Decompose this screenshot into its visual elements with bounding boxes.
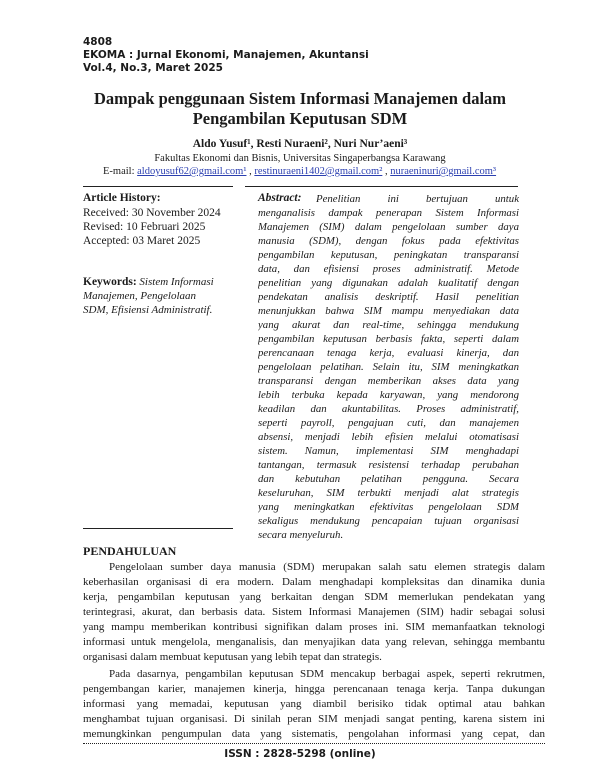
abstract-line: yang akurat dan real-time, sehingga mendukung [258,319,519,331]
email-link-1[interactable]: aldoyusuf62@gmail.com¹ [137,166,247,177]
journal-name: EKOMA : Jurnal Ekonomi, Manajemen, Akuntansi [83,49,369,61]
right-column-top-rule [245,186,518,187]
abstract-line: yang meningkatkan efektivitas pengelolaan SDM [258,501,519,513]
abstract-line: penelitian yang digunakan adalah kualitatif dengan [258,277,519,289]
abstract-line: Manajemen (SIM) dalam pengelolaan sumber daya [258,221,519,233]
abstract-line: secara menyeluruh. [258,529,344,541]
body-line: organisasi dalam membuat keputusan yang lebih tepat dan strategis. [83,651,382,663]
abstract-line: pendekatan analisis deskriptif. Hasil penelitian [258,291,519,303]
footer-dotted-rule [83,743,545,744]
abstract-line: transparansi dengan memberikan akses data yang [258,375,519,387]
abstract-line: sistem. Namun, implementasi SIM menghadapi [258,445,519,457]
received-date: Received: 30 November 2024 [83,207,221,219]
revised-date: Revised: 10 Februari 2025 [83,221,206,233]
page-number: 4808 [83,36,113,48]
accepted-date: Accepted: 03 Maret 2025 [83,235,201,247]
keywords-text: SDM, Efisiensi Administratif. [83,304,213,316]
abstract-line: tantangan, termasuk resistensi terhadap perubahan [258,459,519,471]
abstract-label: Abstract: [258,192,302,204]
body-line: informasi yang memadai, keputusan yang diambil berisiko tidak optimal atau bahkan [83,698,545,710]
email-separator: , [382,166,391,177]
abstract-line: seperti payroll, pengajuan cuti, dan manajemen [258,417,519,429]
abstract-line: menunjukkan bahwa SIM mampu menyediakan data [258,305,519,317]
issn: ISSN : 2828-5298 (online) [224,748,376,760]
keywords-label: Keywords: [83,276,137,288]
email-separator: , [246,166,255,177]
keywords-line-2 [83,289,196,303]
abstract-line: pengambilan keputusan berbasis fakta, seperti dalam [258,333,519,345]
body-line: memungkinkan pengumpulan data yang sistematis, pengolahan informasi yang cepat, dan [83,728,545,740]
body-line: menghambat tujuan organisasi. Di sinilah peran SIM menjadi sangat penting, karena sistem ini [83,713,545,725]
article-history-label: Article History: [83,192,161,204]
body-line: yang mampu memberikan kontribusi signifikan dalam proses ini. SIM memanfaatkan teknologi [83,621,545,633]
affiliation: Fakultas Ekonomi dan Bisnis, Universitas Singaperbangsa Karawang [154,153,446,164]
journal-volume: Vol.4, No.3, Maret 2025 [83,62,223,74]
article-title-line-1: Dampak penggunaan Sistem Informasi Manajemen dalam [93,89,507,108]
abstract-line: manusia (SDM), dengan fokus pada efektivitas [258,235,519,247]
abstract-line: keadilan dan akuntabilitas. Proses administratif, [258,403,519,415]
body-line: keberhasilan organisasi di era modern. Dalam menghadapi kompleksitas dan dinamika dunia [83,576,545,588]
body-line: pengembangan karier, manajemen kinerja, hingga perencanaan tenaga kerja. Tanpa dukungan [83,683,545,695]
article-title-line-2: Pengambilan Keputusan SDM [192,109,408,128]
abstract-line: perencanaan tenaga kerja, evaluasi kinerja, dan [258,347,519,359]
abstract-line: keseluruhan, SIM terbukti menjadi alat strategis [258,487,519,499]
abstract-line: lebih terbuka kepada karyawan, yang mendorong [258,389,519,401]
abstract-line: sekaligus mendukung pencapaian tujuan organisasi [258,515,519,527]
email-link-3[interactable]: nuraeninuri@gmail.com³ [390,166,497,177]
abstract-line: menganalisis dampak penerapan Sistem Informasi [258,207,519,219]
abstract-line: dan kebutuhan pelatihan pengguna. Secara [258,473,519,485]
body-line: Pada dasarnya, pengambilan keputusan SDM mencakup berbagai aspek, seperti rekrutmen, [109,668,545,680]
abstract-line: pengambilan keputusan, peningkatan transparansi [258,249,519,261]
abstract-line: pengelolaan pelatihan. Selain itu, SIM meningkatkan [258,361,519,373]
left-column-top-rule [83,186,233,187]
left-column-bottom-rule [83,528,233,529]
abstract-line: data, dan efisiensi proses administratif. Metode [258,263,519,275]
abstract-line: absensi, menjadi lebih efisien melalui otomatisasi [258,431,519,443]
keywords-text: Manajemen, Pengelolaan [83,290,197,302]
authors: Aldo Yusuf¹, Resti Nuraeni², Nuri Nur’aeni³ [192,138,408,150]
body-line: terintegrasi, akurat, dan berbasis data. Sistem Informasi Manajemen (SIM) hadir sebagai solusi [83,606,545,618]
abstract-line: Penelitian ini bertujuan untuk [316,193,519,205]
keywords-text: Sistem Informasi [139,276,214,288]
email-label: E-mail: [103,166,135,177]
keywords-line-1 [83,275,214,289]
body-line: Pengelolaan sumber daya manusia (SDM) merupakan salah satu elemen strategis dalam [109,561,545,573]
email-link-2[interactable]: restinuraeni1402@gmail.com² [254,166,383,177]
email-line [103,166,496,177]
section-heading: PENDAHULUAN [83,544,177,558]
body-line: kerja, pengambilan keputusan yang berkaitan dengan SDM memerlukan pendekatan yang [83,591,545,603]
keywords-line-3 [83,303,212,317]
body-line: informasi untuk mengelola, menganalisis, dan menyajikan data yang relevan, sehingga membantu [83,636,545,648]
